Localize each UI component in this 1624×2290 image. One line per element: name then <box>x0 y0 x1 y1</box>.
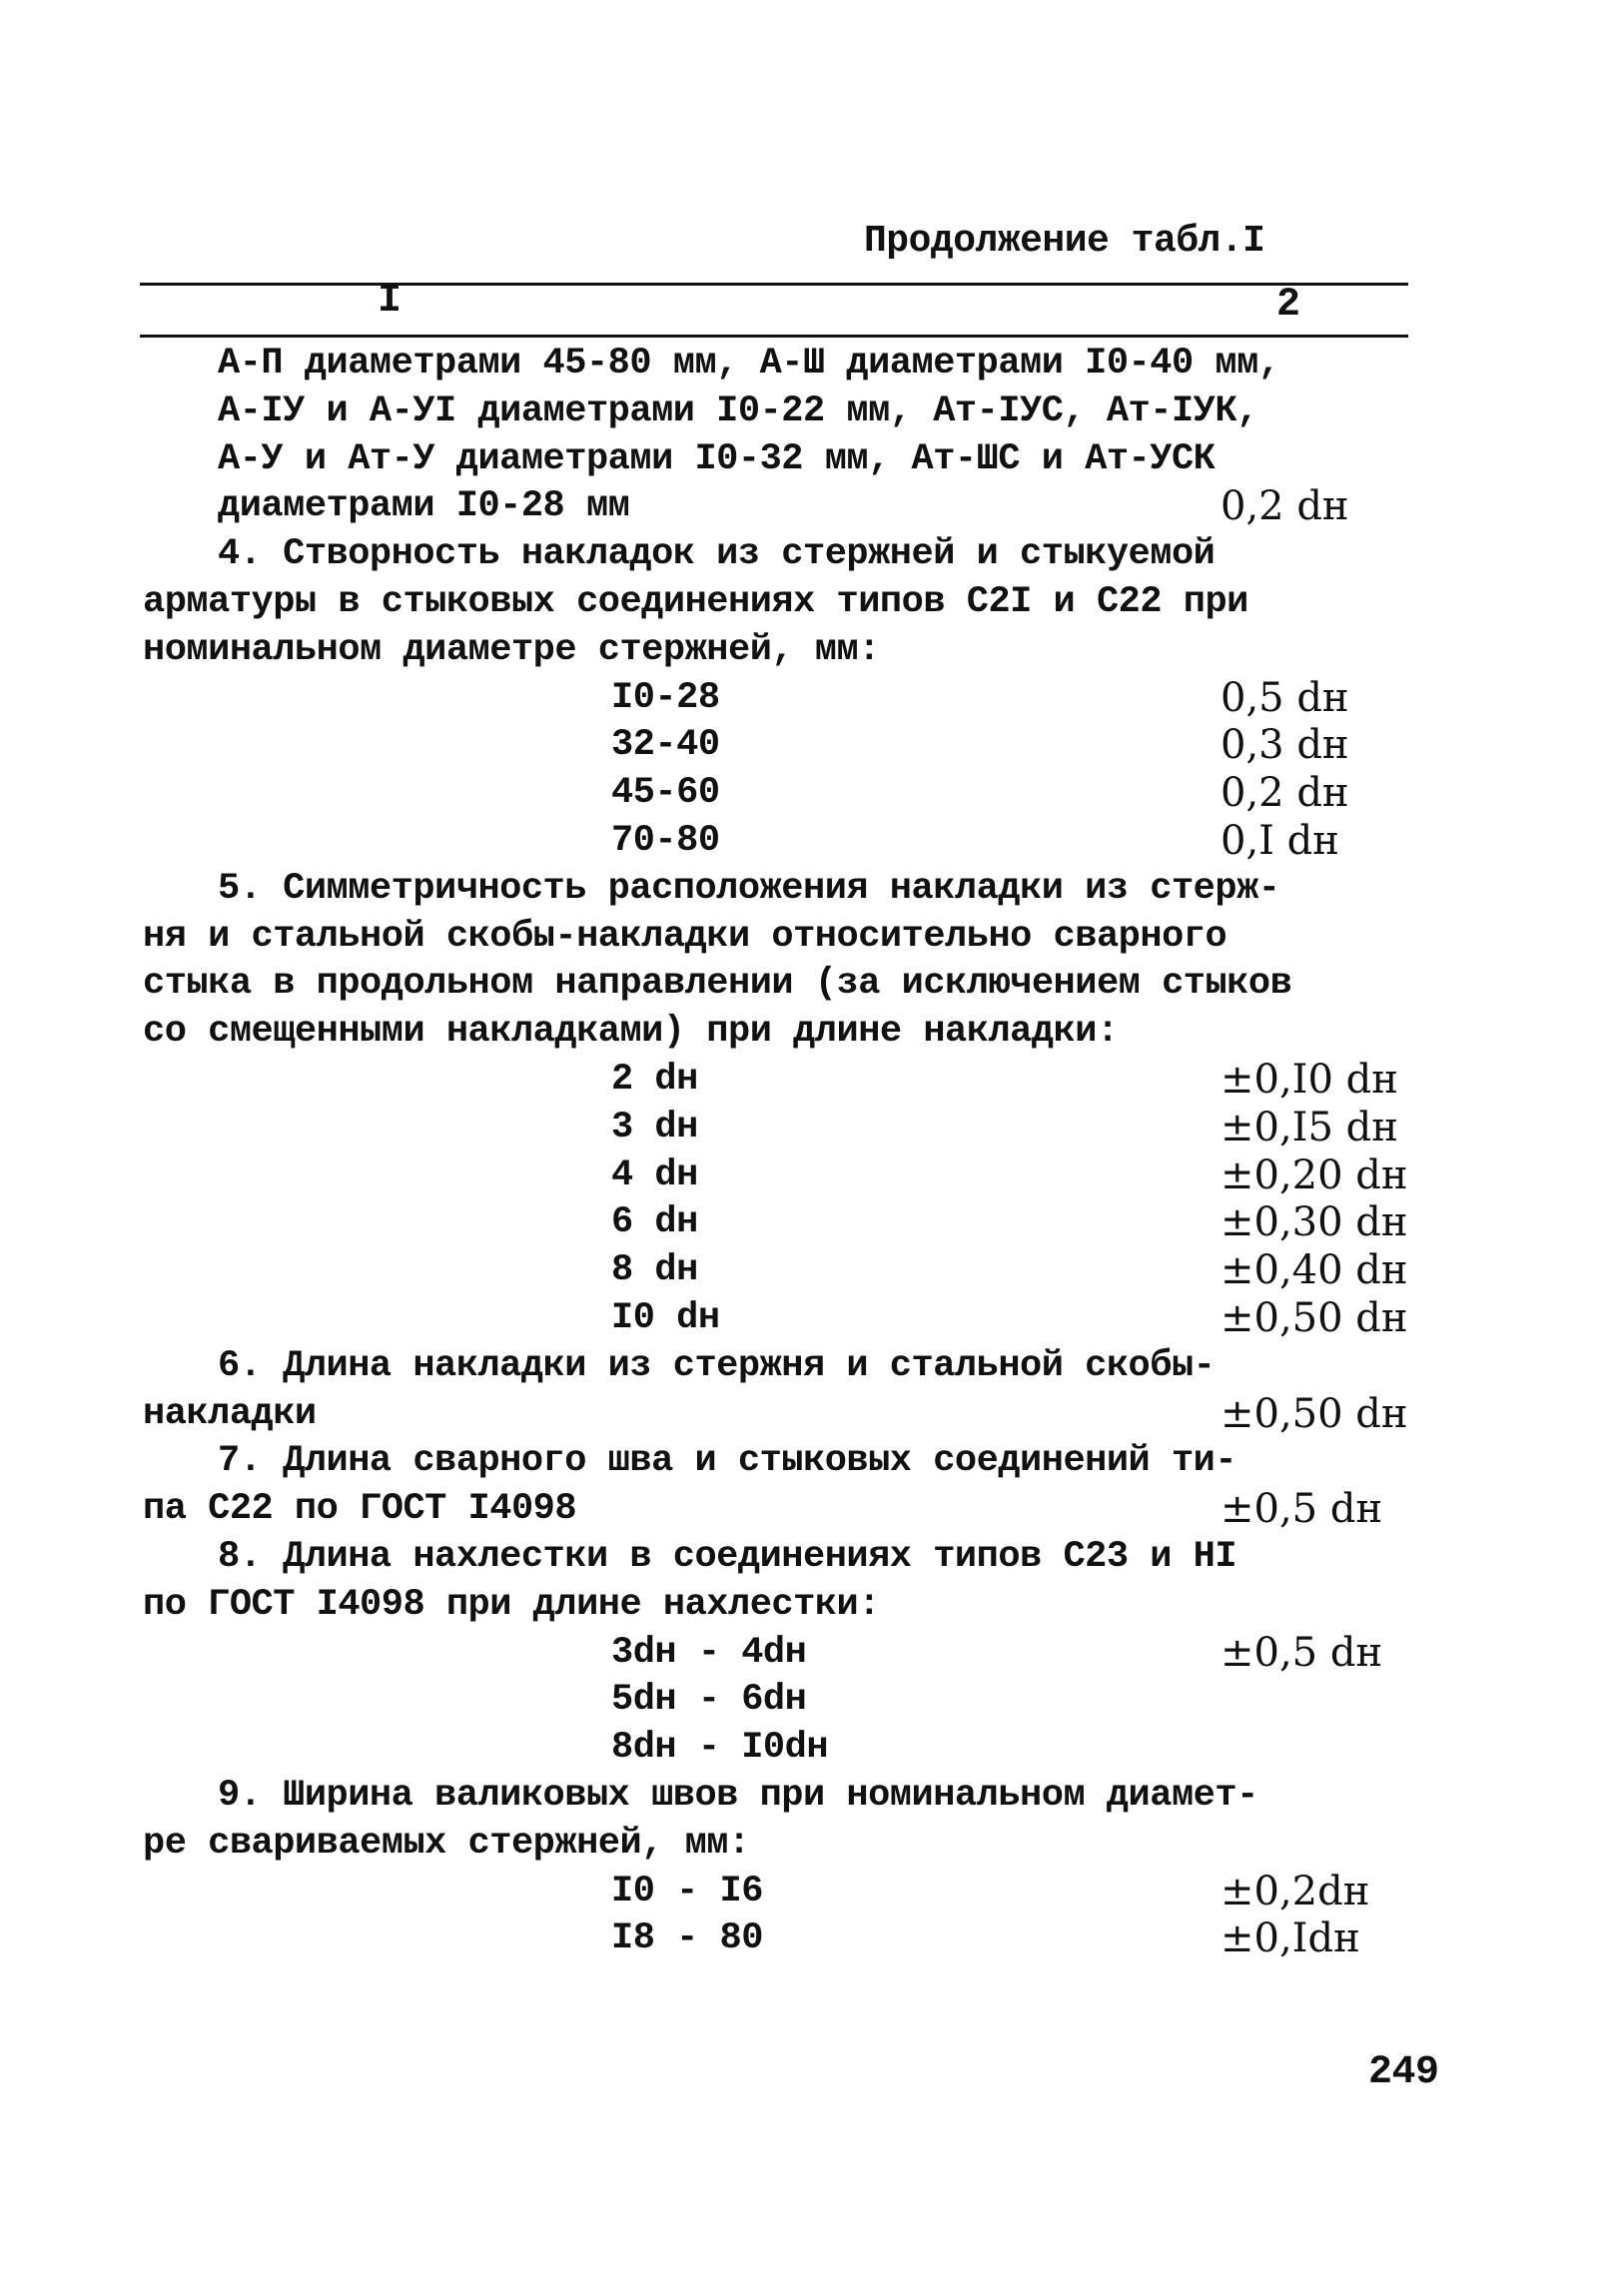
row-text: 2 dн <box>611 1059 698 1101</box>
row-tolerance-value: ±0,30 dн <box>1220 1199 1408 1246</box>
row-text: 6 dн <box>611 1201 698 1244</box>
row-tolerance-value: 0,2 dн <box>1220 483 1349 530</box>
row-tolerance-value: ±0,40 dн <box>1220 1247 1408 1294</box>
row-text: 4 dн <box>611 1153 698 1196</box>
row-text: диаметрами I0-28 мм <box>218 485 630 528</box>
row-text: 45-60 <box>611 772 720 815</box>
row-text: номинальном диаметре стержней, мм: <box>143 628 880 671</box>
row-text: 3 dн <box>611 1106 698 1148</box>
row-text: А-У и Ат-У диаметрами I0-32 мм, Ат-ШС и Ат-УСК <box>218 437 1216 480</box>
row-text: I0 dн <box>611 1297 720 1339</box>
row-text: 8. Длина нахлестки в соединениях типов С23 и НI <box>218 1536 1237 1578</box>
row-text: А-IУ и А-УI диаметрами I0-22 мм, Ат-IУС, Ат-IУК, <box>218 389 1258 432</box>
row-text: 8dн - I0dн <box>611 1727 829 1770</box>
table-header-top-rule <box>140 283 1408 286</box>
row-text: I0-28 <box>611 676 720 719</box>
row-tolerance-value: ±0,I0 dн <box>1220 1057 1398 1103</box>
row-text: 8 dн <box>611 1249 698 1292</box>
column-header-1: I <box>378 279 402 324</box>
row-tolerance-value: ±0,5 dн <box>1220 1629 1383 1676</box>
row-text: стыка в продольном направлении (за исключением стыков <box>143 963 1292 1006</box>
row-tolerance-value: ±0,5 dн <box>1220 1486 1383 1533</box>
row-text: 7. Длина сварного шва и стыковых соединений ти- <box>218 1440 1237 1483</box>
row-text: па С22 по ГОСТ I4098 <box>143 1488 577 1531</box>
row-tolerance-value: ±0,50 dн <box>1220 1390 1408 1437</box>
row-text: арматуры в стыковых соединениях типов С2I и С22 при <box>143 581 1248 623</box>
row-text: 9. Ширина валиковых швов при номинальном диамет- <box>218 1775 1258 1817</box>
row-tolerance-value: ±0,2dн <box>1220 1868 1370 1914</box>
row-text: 3dн - 4dн <box>611 1631 807 1674</box>
row-tolerance-value: 0,I dн <box>1220 818 1339 864</box>
page-number: 249 <box>1368 2050 1439 2095</box>
table-continuation-title: Продолжение табл.I <box>864 220 1265 263</box>
row-text: 70-80 <box>611 820 720 862</box>
row-tolerance-value: 0,2 dн <box>1220 770 1349 817</box>
row-text: ня и стальной скобы-накладки относительно сварного <box>143 915 1227 958</box>
row-text: 5. Симметричность расположения накладки из стерж- <box>218 867 1280 910</box>
row-text: ре свариваемых стержней, мм: <box>143 1822 750 1865</box>
row-text: накладки <box>143 1392 317 1435</box>
row-text: 32-40 <box>611 724 720 767</box>
row-text: I0 - I6 <box>611 1870 763 1912</box>
row-text: 4. Створность накладок из стержней и стыкуемой <box>218 533 1216 576</box>
row-tolerance-value: ±0,Idн <box>1220 1915 1360 1962</box>
row-text: 6. Длина накладки из стержня и стальной скобы- <box>218 1344 1216 1387</box>
row-text: 5dн - 6dн <box>611 1679 807 1722</box>
row-text: А-П диаметрами 45-80 мм, А-Ш диаметрами I0-40 мм, <box>218 343 1280 384</box>
row-tolerance-value: 0,5 dн <box>1220 674 1349 721</box>
row-tolerance-value: ±0,I5 dн <box>1220 1104 1398 1150</box>
row-text: I8 - 80 <box>611 1917 763 1960</box>
row-text: со смещенными накладками) при длине накладки: <box>143 1011 1119 1054</box>
column-header-2: 2 <box>1276 283 1300 328</box>
row-tolerance-value: ±0,20 dн <box>1220 1151 1408 1198</box>
row-tolerance-value: ±0,50 dн <box>1220 1295 1408 1341</box>
table-header-bottom-rule <box>140 335 1408 338</box>
row-tolerance-value: 0,3 dн <box>1220 722 1349 769</box>
row-text: по ГОСТ I4098 при длине нахлестки: <box>143 1583 880 1626</box>
